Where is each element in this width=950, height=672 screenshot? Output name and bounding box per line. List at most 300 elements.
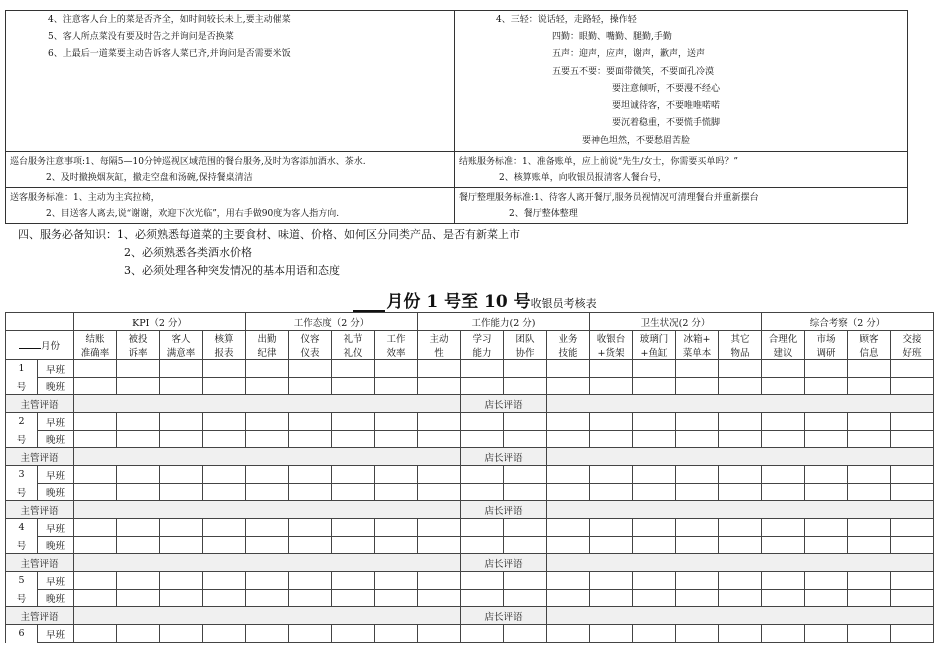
score-cell[interactable] xyxy=(289,378,332,395)
etiquette-rule-2: 五声：迎声，应声，谢声，歉声，送声 xyxy=(552,49,706,59)
score-cell[interactable] xyxy=(203,572,246,590)
score-cell[interactable] xyxy=(547,378,590,395)
score-cell[interactable] xyxy=(676,625,719,643)
column-header xyxy=(590,331,633,360)
score-cell[interactable] xyxy=(762,413,805,431)
score-cell[interactable] xyxy=(246,431,289,448)
score-cell[interactable] xyxy=(891,625,934,643)
score-cell[interactable] xyxy=(117,537,160,554)
column-header-line1: 业务 xyxy=(558,334,578,345)
score-cell[interactable] xyxy=(805,484,848,501)
score-cell[interactable] xyxy=(848,625,891,643)
column-header-line1: 结账 xyxy=(85,334,105,345)
score-cell[interactable] xyxy=(246,484,289,501)
score-cell[interactable] xyxy=(461,378,504,395)
score-cell[interactable] xyxy=(203,466,246,484)
score-cell[interactable] xyxy=(74,378,117,395)
score-cell[interactable] xyxy=(762,378,805,395)
score-cell[interactable] xyxy=(160,537,203,554)
column-header-line2: 礼仪 xyxy=(343,348,363,359)
month-header xyxy=(6,331,74,360)
score-cell[interactable] xyxy=(891,431,934,448)
score-cell[interactable] xyxy=(590,378,633,395)
supervisor-comment-field[interactable] xyxy=(74,607,461,625)
column-header-line1: 冰箱+ xyxy=(683,334,711,345)
score-cell[interactable] xyxy=(633,484,676,501)
score-cell[interactable] xyxy=(504,519,547,537)
score-cell[interactable] xyxy=(719,590,762,607)
score-cell[interactable] xyxy=(289,431,332,448)
score-cell[interactable] xyxy=(504,360,547,378)
score-cell[interactable] xyxy=(504,431,547,448)
supervisor-comment-label: 主管评语 xyxy=(6,395,74,413)
score-cell[interactable] xyxy=(848,466,891,484)
score-cell[interactable] xyxy=(332,360,375,378)
score-cell[interactable] xyxy=(74,590,117,607)
score-cell[interactable] xyxy=(461,431,504,448)
score-cell[interactable] xyxy=(719,466,762,484)
score-cell[interactable] xyxy=(117,590,160,607)
score-cell[interactable] xyxy=(418,572,461,590)
score-cell[interactable] xyxy=(74,519,117,537)
score-cell[interactable] xyxy=(590,484,633,501)
score-cell[interactable] xyxy=(762,484,805,501)
score-cell[interactable] xyxy=(246,590,289,607)
column-header-line2: 物品 xyxy=(730,348,750,359)
column-header-line2: 准确率 xyxy=(80,348,110,359)
score-cell[interactable] xyxy=(762,360,805,378)
score-cell[interactable] xyxy=(246,360,289,378)
score-cell[interactable] xyxy=(74,625,117,643)
score-cell[interactable] xyxy=(891,484,934,501)
manager-comment-label: 店长评语 xyxy=(461,395,547,413)
score-cell[interactable] xyxy=(418,431,461,448)
score-cell[interactable] xyxy=(117,484,160,501)
manager-comment-field[interactable] xyxy=(547,448,934,466)
supervisor-comment-label: 主管评语 xyxy=(6,607,74,625)
score-cell[interactable] xyxy=(547,625,590,643)
score-cell[interactable] xyxy=(719,625,762,643)
score-cell[interactable] xyxy=(891,519,934,537)
score-cell[interactable] xyxy=(805,466,848,484)
score-cell[interactable] xyxy=(117,625,160,643)
supervisor-comment-field[interactable] xyxy=(74,448,461,466)
score-cell[interactable] xyxy=(848,360,891,378)
score-cell[interactable] xyxy=(805,572,848,590)
score-cell[interactable] xyxy=(719,360,762,378)
score-cell[interactable] xyxy=(504,572,547,590)
score-cell[interactable] xyxy=(676,519,719,537)
column-header xyxy=(117,331,160,360)
score-cell[interactable] xyxy=(633,519,676,537)
manager-comment-field[interactable] xyxy=(547,554,934,572)
column-header-line1: 市场 xyxy=(816,334,836,345)
column-header xyxy=(848,331,891,360)
score-cell[interactable] xyxy=(375,572,418,590)
group-header: KPI（2 分） xyxy=(74,313,246,331)
shift-late-label: 晚班 xyxy=(38,537,74,554)
score-cell[interactable] xyxy=(418,519,461,537)
score-cell[interactable] xyxy=(332,484,375,501)
score-cell[interactable] xyxy=(203,625,246,643)
score-cell[interactable] xyxy=(805,519,848,537)
score-cell[interactable] xyxy=(461,537,504,554)
score-cell[interactable] xyxy=(848,378,891,395)
score-cell[interactable] xyxy=(375,625,418,643)
score-cell[interactable] xyxy=(160,431,203,448)
cashier-evaluation-table xyxy=(5,312,934,643)
column-header-line2: 仪表 xyxy=(300,348,320,359)
score-cell[interactable] xyxy=(375,413,418,431)
score-cell[interactable] xyxy=(461,413,504,431)
score-cell[interactable] xyxy=(461,360,504,378)
score-cell[interactable] xyxy=(160,572,203,590)
supervisor-comment-field[interactable] xyxy=(74,501,461,519)
score-cell[interactable] xyxy=(633,431,676,448)
column-header-line1: 玻璃门 xyxy=(639,334,669,345)
score-cell[interactable] xyxy=(289,572,332,590)
column-header-line1: 被投 xyxy=(128,334,148,345)
group-header-row xyxy=(6,313,934,331)
score-cell[interactable] xyxy=(848,590,891,607)
score-cell[interactable] xyxy=(203,519,246,537)
score-cell[interactable] xyxy=(590,466,633,484)
column-header-line1: 仪容 xyxy=(300,334,320,345)
score-cell[interactable] xyxy=(418,537,461,554)
score-cell[interactable] xyxy=(547,519,590,537)
score-cell[interactable] xyxy=(289,519,332,537)
score-cell[interactable] xyxy=(504,590,547,607)
score-cell[interactable] xyxy=(504,537,547,554)
score-cell[interactable] xyxy=(719,537,762,554)
score-cell[interactable] xyxy=(805,431,848,448)
score-cell[interactable] xyxy=(504,484,547,501)
column-header xyxy=(805,331,848,360)
score-cell[interactable] xyxy=(676,431,719,448)
shift-late-label: 晚班 xyxy=(38,484,74,501)
column-header xyxy=(332,331,375,360)
score-cell[interactable] xyxy=(848,537,891,554)
score-cell[interactable] xyxy=(289,466,332,484)
day-hao-label: 号 xyxy=(6,378,38,395)
score-cell[interactable] xyxy=(676,537,719,554)
score-cell[interactable] xyxy=(418,466,461,484)
score-cell[interactable] xyxy=(418,378,461,395)
column-divider xyxy=(454,11,455,223)
score-cell[interactable] xyxy=(375,590,418,607)
column-header-line1: 其它 xyxy=(730,334,750,345)
score-cell[interactable] xyxy=(160,378,203,395)
score-cell[interactable] xyxy=(74,484,117,501)
table-row xyxy=(6,625,934,643)
etiquette-rule-0: 4、三轻：说话轻，走路轻，操作轻 xyxy=(496,15,637,25)
manager-comment-field[interactable] xyxy=(547,501,934,519)
score-cell[interactable] xyxy=(762,466,805,484)
score-cell[interactable] xyxy=(547,431,590,448)
score-cell[interactable] xyxy=(762,590,805,607)
score-cell[interactable] xyxy=(547,590,590,607)
score-cell[interactable] xyxy=(117,572,160,590)
column-header-line1: 顾客 xyxy=(859,334,879,345)
serving-rule-4: 4、注意客人台上的菜是否齐全，如时间较长未上,要主动催菜 xyxy=(48,15,291,25)
score-cell[interactable] xyxy=(762,431,805,448)
day-hao-label: 号 xyxy=(6,537,38,554)
score-cell[interactable] xyxy=(719,572,762,590)
score-cell[interactable] xyxy=(117,519,160,537)
score-cell[interactable] xyxy=(848,413,891,431)
score-cell[interactable] xyxy=(762,572,805,590)
score-cell[interactable] xyxy=(676,484,719,501)
score-cell[interactable] xyxy=(633,466,676,484)
score-cell[interactable] xyxy=(332,590,375,607)
score-cell[interactable] xyxy=(160,590,203,607)
score-cell[interactable] xyxy=(590,519,633,537)
score-cell[interactable] xyxy=(160,484,203,501)
score-cell[interactable] xyxy=(891,360,934,378)
group-header: 工作能力(2 分) xyxy=(418,313,590,331)
score-cell[interactable] xyxy=(418,590,461,607)
score-cell[interactable] xyxy=(719,378,762,395)
score-cell[interactable] xyxy=(891,572,934,590)
score-cell[interactable] xyxy=(805,360,848,378)
score-cell[interactable] xyxy=(504,378,547,395)
column-header-line2: 调研 xyxy=(816,348,836,359)
column-header-line2: 建议 xyxy=(773,348,793,359)
score-cell[interactable] xyxy=(504,625,547,643)
column-header xyxy=(461,331,504,360)
score-cell[interactable] xyxy=(461,484,504,501)
knowledge-heading: 四、服务必备知识：1、必须熟悉每道菜的主要食材、味道、价格、如何区分同类产品、是否有新菜上市 xyxy=(18,228,520,241)
column-header xyxy=(289,331,332,360)
score-cell[interactable] xyxy=(203,537,246,554)
score-cell[interactable] xyxy=(332,519,375,537)
score-cell[interactable] xyxy=(547,413,590,431)
score-cell[interactable] xyxy=(461,466,504,484)
score-cell[interactable] xyxy=(418,484,461,501)
manager-comment-label: 店长评语 xyxy=(461,554,547,572)
score-cell[interactable] xyxy=(418,625,461,643)
score-cell[interactable] xyxy=(676,413,719,431)
score-cell[interactable] xyxy=(676,466,719,484)
score-cell[interactable] xyxy=(289,537,332,554)
score-cell[interactable] xyxy=(762,519,805,537)
score-cell[interactable] xyxy=(289,413,332,431)
supervisor-comment-field[interactable] xyxy=(74,395,461,413)
score-cell[interactable] xyxy=(160,413,203,431)
score-cell[interactable] xyxy=(762,625,805,643)
score-cell[interactable] xyxy=(805,413,848,431)
month-input-blank[interactable] xyxy=(19,339,41,349)
score-cell[interactable] xyxy=(74,413,117,431)
score-cell[interactable] xyxy=(289,484,332,501)
shift-late-label: 晚班 xyxy=(38,590,74,607)
score-cell[interactable] xyxy=(375,519,418,537)
score-cell[interactable] xyxy=(289,625,332,643)
supervisor-comment-label: 主管评语 xyxy=(6,554,74,572)
score-cell[interactable] xyxy=(117,378,160,395)
shift-late-label: 晚班 xyxy=(38,431,74,448)
score-cell[interactable] xyxy=(590,431,633,448)
score-cell[interactable] xyxy=(762,537,805,554)
score-cell[interactable] xyxy=(805,378,848,395)
score-cell[interactable] xyxy=(633,590,676,607)
score-cell[interactable] xyxy=(719,413,762,431)
score-cell[interactable] xyxy=(676,360,719,378)
etiquette-rule-5: 要坦诚待客，不要唯唯喏喏 xyxy=(612,101,721,111)
score-cell[interactable] xyxy=(117,466,160,484)
score-cell[interactable] xyxy=(375,431,418,448)
score-cell[interactable] xyxy=(504,466,547,484)
shift-early-label: 早班 xyxy=(38,625,74,643)
score-cell[interactable] xyxy=(676,590,719,607)
score-cell[interactable] xyxy=(461,590,504,607)
score-cell[interactable] xyxy=(203,484,246,501)
score-cell[interactable] xyxy=(633,378,676,395)
score-cell[interactable] xyxy=(332,625,375,643)
score-cell[interactable] xyxy=(547,466,590,484)
score-cell[interactable] xyxy=(332,378,375,395)
score-cell[interactable] xyxy=(375,537,418,554)
score-cell[interactable] xyxy=(246,466,289,484)
column-header-line2: 好班 xyxy=(902,348,922,359)
score-cell[interactable] xyxy=(332,466,375,484)
table-row xyxy=(6,484,934,501)
checkout-standard-2: 2、核算账单，向收银员报清客人餐台号， xyxy=(499,173,667,183)
score-cell[interactable] xyxy=(375,360,418,378)
score-cell[interactable] xyxy=(160,360,203,378)
supervisor-comment-field[interactable] xyxy=(74,554,461,572)
score-cell[interactable] xyxy=(461,519,504,537)
score-cell[interactable] xyxy=(891,466,934,484)
score-cell[interactable] xyxy=(848,519,891,537)
score-cell[interactable] xyxy=(203,360,246,378)
score-cell[interactable] xyxy=(375,466,418,484)
score-cell[interactable] xyxy=(891,537,934,554)
score-cell[interactable] xyxy=(590,360,633,378)
etiquette-rule-1: 四勤：眼勤、嘴勤、腿勤,手勤 xyxy=(552,32,672,42)
score-cell[interactable] xyxy=(246,378,289,395)
score-cell[interactable] xyxy=(289,360,332,378)
score-cell[interactable] xyxy=(504,413,547,431)
table-row xyxy=(6,413,934,431)
score-cell[interactable] xyxy=(891,413,934,431)
column-header xyxy=(762,331,805,360)
day-number: 5 xyxy=(6,572,38,590)
score-cell[interactable] xyxy=(547,484,590,501)
score-cell[interactable] xyxy=(203,413,246,431)
score-cell[interactable] xyxy=(117,360,160,378)
score-cell[interactable] xyxy=(117,431,160,448)
header-corner xyxy=(6,313,74,331)
score-cell[interactable] xyxy=(203,378,246,395)
score-cell[interactable] xyxy=(160,519,203,537)
score-cell[interactable] xyxy=(332,413,375,431)
score-cell[interactable] xyxy=(375,484,418,501)
manager-comment-field[interactable] xyxy=(547,395,934,413)
score-cell[interactable] xyxy=(74,431,117,448)
score-cell[interactable] xyxy=(590,413,633,431)
score-cell[interactable] xyxy=(547,360,590,378)
score-cell[interactable] xyxy=(418,360,461,378)
shift-late-label: 晚班 xyxy=(38,378,74,395)
score-cell[interactable] xyxy=(74,360,117,378)
score-cell[interactable] xyxy=(117,413,160,431)
score-cell[interactable] xyxy=(590,590,633,607)
score-cell[interactable] xyxy=(848,572,891,590)
score-cell[interactable] xyxy=(676,572,719,590)
score-cell[interactable] xyxy=(848,484,891,501)
score-cell[interactable] xyxy=(203,431,246,448)
score-cell[interactable] xyxy=(418,413,461,431)
score-cell[interactable] xyxy=(160,625,203,643)
column-header xyxy=(246,331,289,360)
score-cell[interactable] xyxy=(848,431,891,448)
score-cell[interactable] xyxy=(289,590,332,607)
score-cell[interactable] xyxy=(246,519,289,537)
score-cell[interactable] xyxy=(203,590,246,607)
score-cell[interactable] xyxy=(332,431,375,448)
score-cell[interactable] xyxy=(74,537,117,554)
score-cell[interactable] xyxy=(547,537,590,554)
score-cell[interactable] xyxy=(633,537,676,554)
manager-comment-field[interactable] xyxy=(547,607,934,625)
month-blank[interactable] xyxy=(353,294,385,312)
service-standards-box xyxy=(5,10,908,224)
form-title xyxy=(0,287,950,312)
score-cell[interactable] xyxy=(719,431,762,448)
score-cell[interactable] xyxy=(332,537,375,554)
column-header xyxy=(547,331,590,360)
patrol-standard-1: 巡台服务注意事项:1、每隔5—10分钟巡视区域范围的餐台服务,及时为客添加酒水、茶水. xyxy=(10,157,366,167)
score-cell[interactable] xyxy=(590,625,633,643)
score-cell[interactable] xyxy=(332,572,375,590)
score-cell[interactable] xyxy=(633,572,676,590)
score-cell[interactable] xyxy=(676,378,719,395)
score-cell[interactable] xyxy=(160,466,203,484)
score-cell[interactable] xyxy=(590,537,633,554)
shift-early-label: 早班 xyxy=(38,360,74,378)
score-cell[interactable] xyxy=(633,413,676,431)
score-cell[interactable] xyxy=(633,625,676,643)
column-header-line2: 能力 xyxy=(472,348,492,359)
day-hao-label: 号 xyxy=(6,431,38,448)
score-cell[interactable] xyxy=(461,625,504,643)
score-cell[interactable] xyxy=(719,519,762,537)
score-cell[interactable] xyxy=(805,537,848,554)
group-header: 卫生状况(2 分） xyxy=(590,313,762,331)
score-cell[interactable] xyxy=(805,590,848,607)
score-cell[interactable] xyxy=(719,484,762,501)
score-cell[interactable] xyxy=(246,413,289,431)
score-cell[interactable] xyxy=(590,572,633,590)
score-cell[interactable] xyxy=(633,360,676,378)
patrol-standard-2: 2、及时撤换烟灰缸，撤走空盘和汤碗,保持餐桌清洁 xyxy=(46,173,253,183)
score-cell[interactable] xyxy=(246,625,289,643)
column-header-line1: 主动 xyxy=(429,334,449,345)
score-cell[interactable] xyxy=(891,378,934,395)
column-header xyxy=(203,331,246,360)
score-cell[interactable] xyxy=(246,537,289,554)
day-number: 4 xyxy=(6,519,38,537)
score-cell[interactable] xyxy=(461,572,504,590)
score-cell[interactable] xyxy=(805,625,848,643)
score-cell[interactable] xyxy=(891,590,934,607)
score-cell[interactable] xyxy=(375,378,418,395)
score-cell[interactable] xyxy=(246,572,289,590)
score-cell[interactable] xyxy=(74,572,117,590)
score-cell[interactable] xyxy=(547,572,590,590)
score-cell[interactable] xyxy=(74,466,117,484)
